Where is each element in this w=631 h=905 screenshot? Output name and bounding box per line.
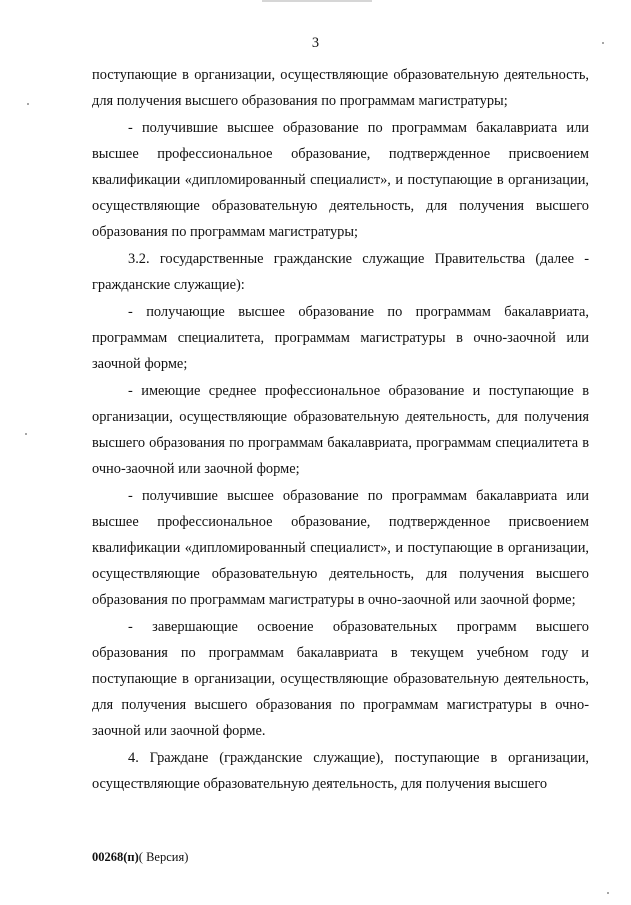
paragraph-4: - получающие высшее образование по программам бакалавриата, программам специалитета, программам магистратуры в очно-заочной или заочной форме;: [92, 304, 589, 372]
paragraph-8: 4. Граждане (гражданские служащие), поступающие в организации, осуществляющие образовательную деятельность, для получения высшего: [92, 750, 589, 792]
paragraph-2: - получившие высшее образование по программам бакалавриата или высшее профессиональное образование, подтвержденное присвоением квалификации «дипломированный специалист», и поступающие в организации, осуществляющие образовательную деятельность, для получения высшего образования по программам магистратуры;: [92, 120, 589, 240]
scan-speck: [27, 103, 29, 105]
scan-speck: [607, 892, 609, 894]
document-body: [92, 62, 589, 797]
paragraph-6: - получившие высшее образование по программам бакалавриата или высшее профессиональное образование, подтвержденное присвоением квалификации «дипломированный специалист», и поступающие в организации, осуществляющие образовательную деятельность, для получения высшего образования по программам магистратуры в очно-заочной или заочной форме;: [92, 488, 589, 608]
scan-speck: [602, 42, 604, 44]
scan-speck: [25, 433, 27, 435]
document-code: 00268(п): [92, 850, 139, 864]
paragraph-1: поступающие в организации, осуществляющие образовательную деятельность, для получения высшего образования по программам магистратуры;: [92, 67, 589, 109]
paragraph-7: - завершающие освоение образовательных программ высшего образования по программам бакалавриата в текущем учебном году и поступающие в организации, осуществляющие образовательную деятельность, для получения высшего образования по программам магистратуры в очно-заочной или заочной форме.: [92, 619, 589, 739]
scan-mark: [262, 0, 372, 2]
paragraph-3: 3.2. государственные гражданские служащие Правительства (далее - гражданские служащие):: [92, 251, 589, 293]
paragraph-5: - имеющие среднее профессиональное образование и поступающие в организации, осуществляющие образовательную деятельность, для получения высшего образования по программам бакалавриата, программам специалитета в очно-заочной или заочной форме;: [92, 383, 589, 477]
document-version: ( Версия): [138, 850, 189, 864]
page-number: 3: [311, 35, 320, 51]
footer-document-code: [92, 849, 188, 865]
